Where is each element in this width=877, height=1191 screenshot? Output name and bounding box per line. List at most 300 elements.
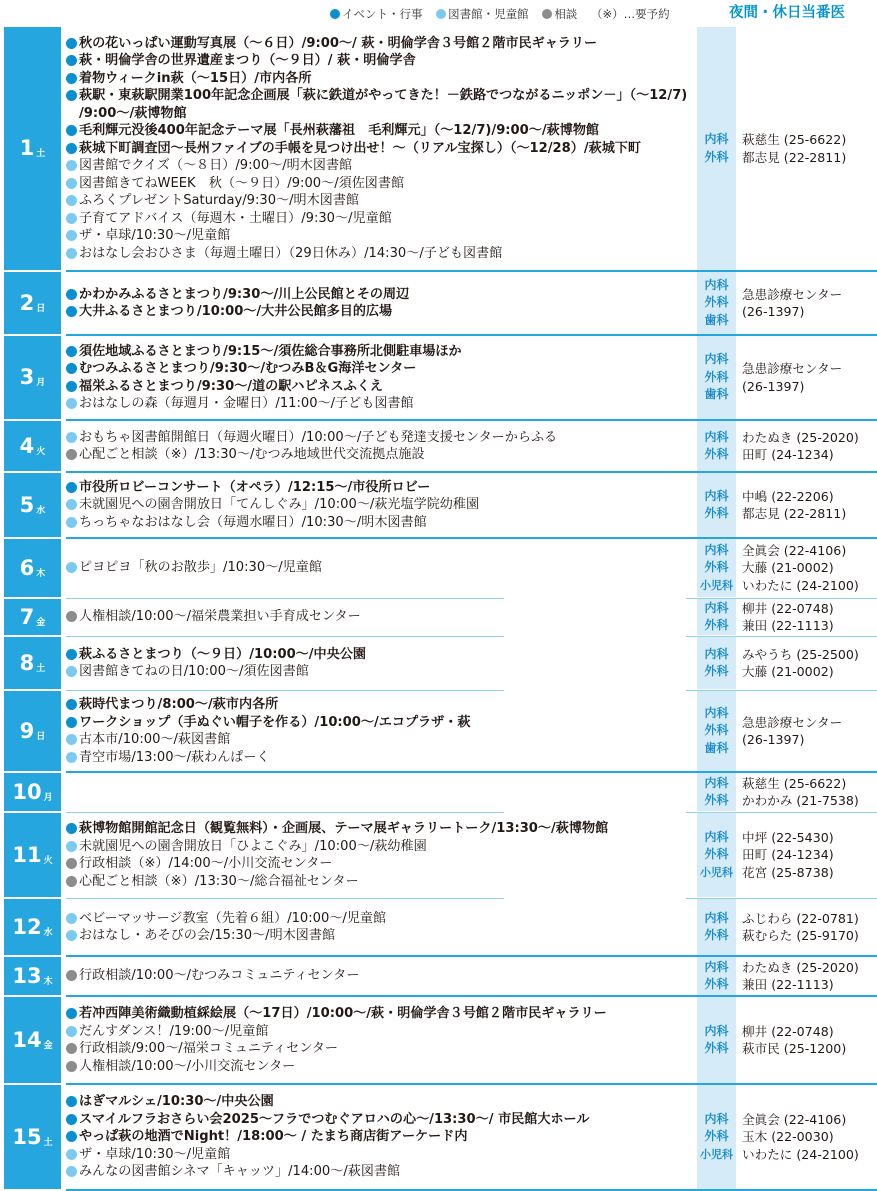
doctor-name-phone: 急患診療センター [742,286,843,302]
department-label: 小児科 [700,578,733,592]
day-row [0,1085,877,1189]
consult-dot-icon [66,970,77,981]
event-dot-icon [66,649,77,660]
doctor-name-phone: わたぬき (25-2020) [742,959,859,975]
legend-library: 図書館・児童館 [436,7,529,21]
department-label: 外科 [704,928,729,942]
event-dot-icon [66,90,77,101]
day-cell [4,336,61,419]
doctor-name-phone: ふじわら (22-0781) [742,910,859,926]
library-dot-icon [66,1149,77,1160]
day-of-week: 金 [43,1040,53,1051]
event-list [66,691,696,771]
event-item [66,140,696,158]
event-item [66,496,696,514]
event-item [66,479,696,497]
event-list [66,899,696,955]
day-of-week: 日 [36,731,46,742]
event-text: 人権相談/10:00～/福栄農業担い手育成センター [79,609,361,625]
event-dot-icon [66,1096,77,1107]
event-text: ベビーマッサージ教室（先着６組）/10:00～/児童館 [79,910,387,926]
event-list [66,539,696,597]
event-text-continued: /9:00～/萩博物館 [79,105,187,121]
department-list [697,599,736,635]
doctor-cell [697,27,877,270]
doctor-name-phone: 萩市民 (25-1200) [742,1041,847,1056]
doctor-name-phone: 田町 (24-1234) [742,447,834,462]
department-label: 外科 [704,1041,729,1055]
department-label: 内科 [704,775,729,790]
event-item [66,1128,696,1146]
doctor-cell [697,539,877,597]
library-dot-icon [66,930,77,941]
event-list [66,813,696,897]
event-text: 古本市/10:00～/萩図書館 [79,732,231,747]
event-item [66,35,696,53]
day-number: 6 [19,555,35,580]
event-dot-icon [66,289,77,300]
event-text: ピヨピヨ「秋のお散歩」/10:30～/児童館 [79,560,322,576]
consult-dot-icon [66,1061,77,1072]
event-list [66,421,696,471]
day-number: 10 [12,779,42,804]
event-text: 心配ごと相談（※）/13:30～/むつみ地域世代交流拠点施設 [79,447,425,462]
department-label: 外科 [704,847,729,862]
department-label: 歯科 [704,740,729,755]
doctor-info [736,813,877,897]
department-label: 内科 [704,600,729,615]
day-row [0,957,877,995]
department-label: 内科 [704,705,729,720]
event-text: 萩駅・東萩駅開業100年記念企画展「萩に鉄道がやってきた！－鉄路でつながるニッポン－」（～12/7) [79,88,688,104]
library-dot-icon [66,213,77,224]
library-dot-icon [66,195,77,206]
event-item [66,157,696,175]
event-text: 市役所ロビーコンサート（オペラ）/12:15～/市役所ロビー [79,479,431,495]
event-list [66,473,696,537]
department-label: 内科 [704,646,729,661]
doctor-cell [697,957,877,995]
event-text: 萩ふるさとまつり（～９日）/10:00～/中央公園 [79,646,366,662]
department-label: 内科 [704,910,729,925]
department-label: 内科 [704,352,729,367]
day-cell [4,27,61,270]
event-text: だんすダンス！/19:00～/児童館 [79,1023,269,1039]
event-text: 大井ふるさとまつり/10:00～/大井公民館多目的広場 [79,304,393,319]
event-item [66,343,696,361]
department-list [697,27,736,270]
day-of-week: 土 [36,663,46,674]
event-list [66,336,696,419]
day-number: 4 [19,433,35,458]
day-row [0,813,877,897]
department-label: 外科 [704,723,729,738]
event-item [66,1040,696,1058]
doctor-info [736,637,877,689]
event-text: おはなしの森（毎週月・金曜日）/11:00～/子ども図書館 [79,396,414,411]
event-item [66,52,696,70]
event-list [66,773,696,811]
department-label: 小児科 [700,865,733,879]
day-row [0,473,877,537]
doctor-cell [697,899,877,955]
library-dot-icon [66,1026,77,1037]
department-list [697,899,736,955]
day-of-week: 土 [43,1137,53,1148]
event-item [66,360,696,378]
event-text: ワークショップ（手ぬぐい帽子を作る）/10:00～/エコプラザ・萩 [79,714,471,730]
day-number: 5 [19,492,35,517]
department-list [697,773,736,811]
day-cell [4,272,61,334]
library-dot-icon [66,230,77,241]
event-text: やっぱ萩の地酒でNight！/18:00～ / たまち商店街アーケード内 [79,1129,468,1145]
library-dot-icon [66,178,77,189]
doctor-cell [697,599,877,635]
doctor-name-phone: 柳井 (22-0748) [742,1023,834,1039]
consult-dot-icon [66,876,77,887]
day-cell [4,539,61,597]
doctor-info [736,691,877,771]
event-text: 図書館きてねWEEK 秋（～９日）/9:00～/須佐図書館 [79,175,405,191]
event-text: 秋の花いっぱい運動写真展（～６日）/9:00～/ 萩・明倫学舎３号館２階市民ギャラリー [79,35,598,51]
department-label: 外科 [704,618,729,632]
event-item [66,227,696,245]
legend-event: イベント・行事 [330,7,423,21]
event-text: 行政相談/9:00～/福栄コミュニティセンター [79,1041,338,1056]
doctor-name-phone: 柳井 (22-0748) [742,600,834,616]
department-label: 外科 [704,447,729,461]
event-item [66,1058,696,1076]
event-item [66,446,696,464]
doctor-cell [697,421,877,471]
day-of-week: 日 [36,303,46,314]
day-number: 13 [12,963,42,988]
event-text: 萩城下町調査団～長州ファイブの手帳を見つけ出せ！～（リアル宝探し）（～12/28）/萩城下町 [79,140,642,156]
department-label: 外科 [704,506,729,520]
doctor-name-phone: 大藤 (21-0002) [742,560,834,576]
day-row [0,899,877,955]
day-number: 2 [19,290,35,315]
event-dot-icon [66,306,77,317]
day-row [0,997,877,1083]
doctor-cell [697,336,877,419]
doctor-name-phone: (26-1397) [742,378,805,394]
event-item [66,1163,696,1181]
event-text: 行政相談/10:00～/むつみコミュニティセンター [79,968,360,984]
event-list [66,27,696,270]
department-label: 内科 [704,542,729,557]
department-label: 外科 [704,664,729,678]
event-text: ふろくプレゼントSaturday/9:30～/明木図書館 [79,193,360,209]
event-list [66,272,696,334]
doctor-info [736,27,877,270]
event-item [66,714,696,732]
department-label: 内科 [704,1111,729,1126]
department-list [697,691,736,771]
department-label: 歯科 [704,312,729,327]
event-item [66,303,696,321]
doctor-info [736,997,877,1083]
department-list [697,637,736,689]
department-list [697,336,736,419]
event-text: はぎマルシェ/10:30～/中央公園 [79,1094,274,1110]
event-item [66,731,696,749]
doctor-info [736,773,877,811]
department-list [697,997,736,1083]
legend-consult: 相談 [542,7,577,21]
event-item [66,855,696,873]
event-dot-icon [330,9,340,19]
event-item [66,820,696,838]
day-row [0,539,877,597]
day-cell [4,421,61,471]
day-cell [4,1085,61,1189]
event-item [66,967,696,985]
library-dot-icon [66,432,77,443]
department-label: 内科 [704,277,729,292]
event-item [66,378,696,396]
department-list [697,539,736,597]
day-cell [4,691,61,771]
doctor-name-phone: 兼田 (22-1113) [742,977,834,992]
event-item [66,1146,696,1164]
doctor-name-phone: (26-1397) [742,304,805,319]
library-dot-icon [66,734,77,745]
department-list [697,813,736,897]
day-of-week: 水 [36,505,46,516]
day-row [0,27,877,270]
library-dot-icon [66,913,77,924]
consult-dot-icon [66,449,77,460]
event-text: かわかみふるさとまつり/9:30～/川上公民館とその周辺 [79,286,410,302]
event-item [66,749,696,767]
event-item [66,608,696,626]
event-text: おはなし・あそびの会/15:30～/明木図書館 [79,928,336,943]
event-dot-icon [66,346,77,357]
event-item [66,395,696,413]
doctor-info [736,473,877,537]
consult-dot-icon [542,9,552,19]
doctor-name-phone: 萩むらた (25-9170) [742,928,859,943]
department-label: 内科 [704,829,729,844]
event-text: 行政相談（※）/14:00～/小川交流センター [79,856,333,871]
doctor-cell [697,997,877,1083]
event-text: 子育てアドバイス（毎週木・土曜日）/9:30～/児童館 [79,210,392,226]
doctor-name-phone: 都志見 (22-2811) [742,149,847,165]
event-item [66,838,696,856]
event-item [66,663,696,681]
day-number: 9 [19,718,35,743]
event-item [66,873,696,891]
day-row [0,336,877,419]
library-dot-icon [66,841,77,852]
day-cell [4,957,61,995]
event-text: 毛利輝元没後400年記念テーマ展「長州萩藩祖 毛利輝元」（～12/7)/9:00～/萩博物館 [79,123,600,139]
department-label: 内科 [704,1023,729,1038]
department-label: 小児科 [700,1147,733,1161]
event-list [66,1085,696,1189]
department-label: 外科 [704,793,729,807]
event-item [66,559,696,577]
library-dot-icon [66,517,77,528]
day-cell [4,473,61,537]
doctor-info [736,957,877,995]
event-dot-icon [66,1008,77,1019]
doctor-name-phone: いわたに (24-2100) [742,577,859,593]
day-row [0,637,877,689]
doctor-name-phone: 萩慈生 (25-6622) [742,775,847,791]
event-dot-icon [66,699,77,710]
consult-dot-icon [66,858,77,869]
event-text: スマイルフラおさらい会2025～フラでつむぐアロハの心～/13:30～/ 市民館大ホール [79,1111,590,1127]
doctor-name-phone: 玉木 (22-0030) [742,1129,834,1145]
event-text: 図書館でクイズ（～８日）/9:00～/明木図書館 [79,158,353,174]
event-dot-icon [66,482,77,493]
event-text: 萩・明倫学舎の世界遺産まつり（～９日）/ 萩・明倫学舎 [79,53,416,69]
event-dot-icon [66,55,77,66]
doctor-info [736,272,877,334]
event-dot-icon [66,1131,77,1142]
doctor-cell [697,473,877,537]
event-item [66,1005,696,1023]
doctor-info [736,539,877,597]
event-text: 心配ごと相談（※）/13:30～/総合福祉センター [79,873,359,889]
department-label: 外科 [704,149,729,164]
event-text: 萩博物館開館記念日（観覧無料）・企画展、テーマ展ギャラリートーク/13:30～/萩博物館 [79,821,609,836]
department-label: 内科 [704,488,729,503]
day-row [0,599,877,635]
event-dot-icon [66,381,77,392]
event-text: おはなし会おひさま（毎週土曜日）（29日休み）/14:30～/子ども図書館 [79,245,503,261]
department-label: 外科 [704,1129,729,1144]
day-cell [4,599,61,635]
doctor-name-phone: わたぬき (25-2020) [742,429,859,445]
department-label: 内科 [704,429,729,444]
department-list [697,473,736,537]
event-dot-icon [66,363,77,374]
department-label: 内科 [704,959,729,974]
event-text: 福栄ふるさとまつり/9:30～/道の駅ハピネスふくえ [79,378,384,394]
day-number: 7 [19,604,35,629]
event-dot-icon [66,143,77,154]
day-of-week: 火 [36,446,46,457]
day-of-week: 水 [43,927,53,938]
doctor-name-phone: 萩慈生 (25-6622) [742,132,847,147]
legend-reserve-note: （※）…要予約 [590,7,670,21]
event-dot-icon [66,823,77,834]
doctor-name-phone: (26-1397) [742,732,805,747]
event-item [66,1023,696,1041]
doctor-info [736,1085,877,1189]
day-of-week: 火 [43,855,53,866]
doctor-name-phone: 中嶋 (22-2206) [742,488,834,504]
doctor-name-phone: いわたに (24-2100) [742,1146,859,1162]
event-item [66,514,696,532]
library-dot-icon [66,398,77,409]
consult-dot-icon [66,1043,77,1054]
consult-dot-icon [66,611,77,622]
event-item [66,910,696,928]
day-row [0,421,877,471]
department-list [697,1085,736,1189]
doctor-name-phone: 中坪 (22-5430) [742,829,834,845]
doctor-name-phone: 急患診療センター [742,361,843,376]
event-item [66,1111,696,1129]
library-dot-icon [66,1166,77,1177]
day-of-week: 土 [36,149,46,159]
doctor-name-phone: みやうち (25-2500) [742,646,859,662]
event-item [66,175,696,193]
doctor-name-phone: かわかみ (21-7538) [742,793,859,808]
event-text: ザ・卓球/10:30～/児童館 [79,1146,231,1162]
doctor-name-phone: 田町 (24-1234) [742,847,834,863]
event-text: みんなの図書館シネマ「キャッツ」/14:00～/萩図書館 [79,1164,401,1180]
day-number: 12 [12,914,42,939]
day-of-week: 月 [36,378,46,388]
doctor-cell [697,813,877,897]
department-label: 内科 [704,132,729,146]
doctor-info [736,421,877,471]
department-list [697,272,736,334]
event-list [66,637,696,689]
event-text: 若冲西陣美術織動植綵絵展（～17日）/10:00～/萩・明倫学舎３号館２階市民ギャラリー [79,1006,607,1021]
event-item [66,429,696,447]
department-label: 歯科 [704,387,729,402]
department-list [697,421,736,471]
event-text: 人権相談/10:00～/小川交流センター [79,1058,296,1074]
day-cell [4,899,61,955]
event-text: 萩時代まつり/8:00～/萩市内各所 [79,697,279,712]
doctor-name-phone: 花宮 (25-8738) [742,864,834,880]
doctor-name-phone: 都志見 (22-2811) [742,506,847,521]
event-text: 未就園児への園舎開放日「てんしぐみ」/10:00～/萩光塩学院幼稚園 [79,497,480,513]
event-item [66,1093,696,1111]
event-item [66,286,696,304]
department-label: 外科 [704,295,729,310]
day-cell [4,637,61,689]
event-dot-icon [66,1114,77,1125]
legend [330,7,670,21]
doctor-info [736,599,877,635]
day-number: 14 [12,1027,42,1052]
library-dot-icon [66,248,77,259]
event-dot-icon [66,38,77,49]
event-dot-icon [66,73,77,84]
event-list [66,997,696,1083]
day-number: 11 [12,842,42,867]
event-dot-icon [66,717,77,728]
department-label: 外科 [704,369,729,384]
department-label: 外科 [704,977,729,991]
day-number: 3 [19,365,35,389]
day-of-week: 月 [43,792,53,803]
day-number: 15 [12,1124,42,1149]
library-dot-icon [66,562,77,573]
doctor-name-phone: 全眞会 (22-4106) [742,542,847,558]
event-text: むつみふるさとまつり/9:30～/むつみB＆G海洋センター [79,361,417,376]
event-text: 着物ウィークin萩（～15日）/市内各所 [79,70,312,86]
library-dot-icon [436,9,446,19]
event-list [66,957,696,995]
on-duty-doctor-title: 夜間・休日当番医 [729,5,845,21]
day-row [0,272,877,334]
library-dot-icon [66,499,77,510]
day-number: 8 [19,650,35,675]
doctor-cell [697,637,877,689]
doctor-cell [697,1085,877,1189]
event-dot-icon [66,125,77,136]
